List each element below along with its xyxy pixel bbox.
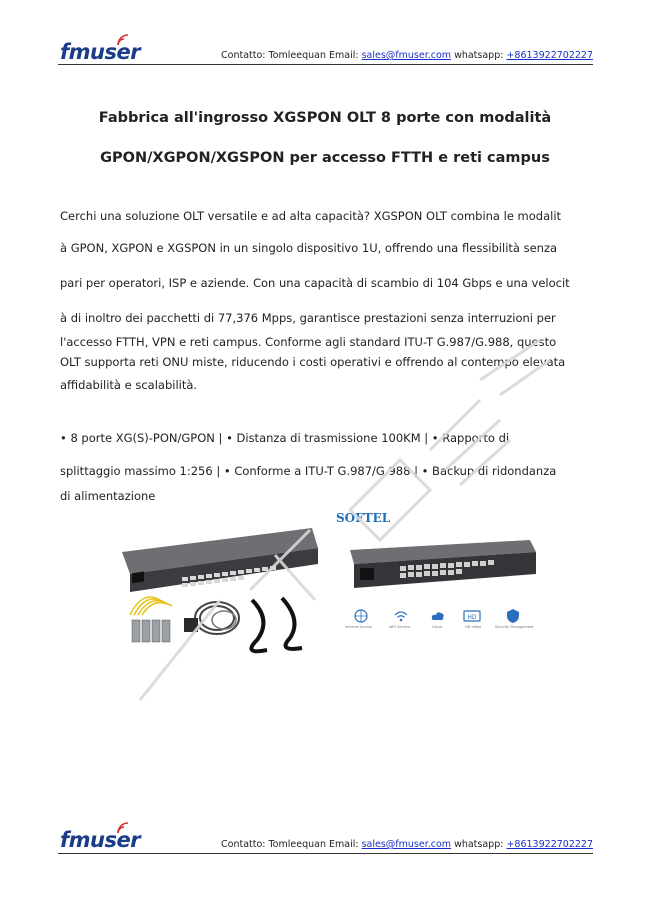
icon-label: HD Video bbox=[465, 625, 482, 629]
icon-label: Security Management bbox=[495, 625, 534, 629]
intro-line: pari per operatori, ISP e aziende. Con una capacità di scambio di 104 Gbps e una velocit bbox=[60, 276, 570, 290]
footer-logo-text: fmuser bbox=[60, 828, 141, 852]
icon-label: WiFi Service bbox=[389, 625, 411, 629]
wifi-icon bbox=[393, 608, 409, 624]
internet-icon bbox=[353, 608, 369, 624]
security-shield-icon bbox=[505, 608, 521, 624]
product-brand-label: SOFTEL bbox=[336, 511, 391, 525]
cloud-icon bbox=[430, 608, 446, 624]
icon-label: Cloud bbox=[432, 625, 442, 629]
icon-label: Internet Access bbox=[345, 625, 372, 629]
header-whatsapp-label: whatsapp: bbox=[451, 50, 507, 61]
features-line: di alimentazione bbox=[60, 489, 156, 503]
page-title-line-2: GPON/XGPON/XGSPON per accesso FTTH e reti campus bbox=[100, 150, 550, 166]
application-icons-row bbox=[345, 608, 545, 638]
header-contact bbox=[221, 50, 593, 61]
header-logo-text: fmuser bbox=[60, 40, 141, 64]
product-photo-olt-front bbox=[340, 530, 540, 610]
signal-wave-icon bbox=[116, 821, 132, 835]
svg-text:HD: HD bbox=[467, 614, 477, 621]
intro-line: Cerchi una soluzione OLT versatile e ad alta capacità? XGSPON OLT combina le modalit bbox=[60, 209, 562, 223]
footer-contact bbox=[221, 839, 593, 850]
intro-line: à di inoltro dei pacchetti di 77,376 Mpps, garantisce prestazioni senza interruzioni per bbox=[60, 311, 556, 325]
footer-phone-link[interactable]: +8613922702227 bbox=[506, 839, 594, 850]
footer-email-link[interactable]: sales@fmuser.com bbox=[361, 839, 452, 850]
header-contact-label: Contatto: Tomleequan Email: bbox=[221, 50, 362, 61]
footer-contact-label: Contatto: Tomleequan Email: bbox=[221, 839, 362, 850]
intro-line: OLT supporta reti ONU miste, riducendo i costi operativi e offrendo al contempo elevata bbox=[60, 355, 566, 369]
features-line: • 8 porte XG(S)-PON/GPON | • Distanza di trasmissione 100KM | • Rapporto di bbox=[60, 431, 510, 445]
product-photo-accessories bbox=[112, 520, 322, 660]
footer-whatsapp-label: whatsapp: bbox=[451, 839, 507, 850]
footer-divider bbox=[58, 853, 593, 854]
footer-logo bbox=[60, 828, 140, 852]
intro-line: à GPON, XGPON e XGSPON in un singolo dispositivo 1U, offrendo una flessibilità senza bbox=[60, 241, 558, 255]
intro-line: affidabilità e scalabilità. bbox=[60, 378, 198, 392]
header-email-link[interactable]: sales@fmuser.com bbox=[361, 50, 452, 61]
header-logo bbox=[60, 40, 140, 64]
hd-video-icon bbox=[463, 608, 481, 624]
intro-line: l'accesso FTTH, VPN e reti campus. Conforme agli standard ITU-T G.987/G.988, questo bbox=[60, 335, 557, 349]
features-line: splittaggio massimo 1:256 | • Conforme a ITU-T G.987/G.988 | • Backup di ridondanza bbox=[60, 464, 557, 478]
signal-wave-icon bbox=[116, 33, 132, 47]
header-phone-link[interactable]: +8613922702227 bbox=[506, 50, 594, 61]
header-divider bbox=[58, 64, 593, 65]
page-title-line-1: Fabbrica all'ingrosso XGSPON OLT 8 porte con modalità bbox=[98, 110, 552, 126]
